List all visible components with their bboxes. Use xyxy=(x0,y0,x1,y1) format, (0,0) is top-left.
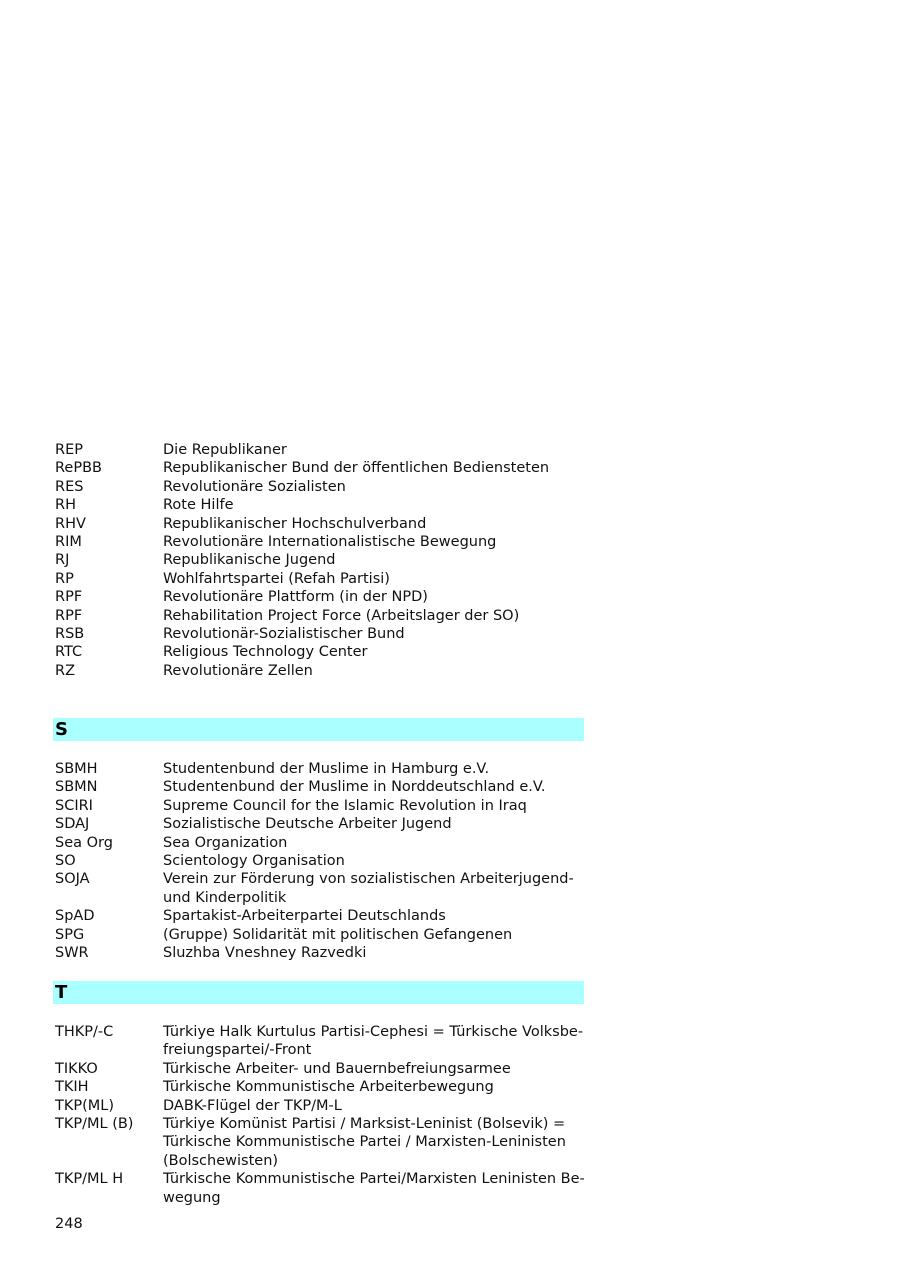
section-letter: S xyxy=(55,719,68,740)
abbreviation-code: SBMH xyxy=(55,761,98,777)
abbreviation-entry xyxy=(55,662,595,680)
abbreviation-description: Türkiye Halk Kurtulus Partisi-Cephesi = Türkische Volksbe- freiungspartei/-Front xyxy=(163,1024,584,1059)
abbreviation-entry xyxy=(55,533,595,551)
abbreviation-entry xyxy=(55,834,595,852)
section-letter: T xyxy=(55,982,68,1003)
abbreviation-entry xyxy=(55,815,595,833)
t-abbreviation-list xyxy=(55,1023,595,1207)
abbreviation-description: Studentenbund der Muslime in Hamburg e.V. xyxy=(163,761,490,777)
abbreviation-code: RHV xyxy=(55,515,86,532)
abbreviation-description: Republikanischer Bund der öffentlichen Bediensteten xyxy=(163,460,550,477)
abbreviation-description: Sozialistische Deutsche Arbeiter Jugend xyxy=(163,816,452,833)
abbreviation-code: THKP/-C xyxy=(55,1024,114,1040)
r-abbreviation-list xyxy=(55,441,595,680)
abbreviation-entry xyxy=(55,1170,595,1207)
abbreviation-code: SOJA xyxy=(55,871,90,888)
abbreviation-entry xyxy=(55,852,595,870)
abbreviation-code: REP xyxy=(55,442,83,458)
abbreviation-entry xyxy=(55,441,595,459)
abbreviation-entry xyxy=(55,1060,595,1078)
abbreviation-code: RePBB xyxy=(55,460,102,477)
abbreviation-code: RIM xyxy=(55,534,82,551)
abbreviation-description: Sluzhba Vneshney Razvedki xyxy=(163,945,367,962)
abbreviation-entry xyxy=(55,870,595,907)
abbreviation-description: Republikanische Jugend xyxy=(163,552,336,569)
abbreviation-entry xyxy=(55,515,595,533)
abbreviation-code: TKP/ML (B) xyxy=(55,1116,134,1133)
abbreviation-code: RSB xyxy=(55,626,85,643)
abbreviation-entry xyxy=(55,551,595,569)
abbreviation-code: RJ xyxy=(55,552,70,569)
abbreviation-code: TIKKO xyxy=(55,1060,98,1077)
abbreviation-code: SPG xyxy=(55,926,85,943)
abbreviation-entry xyxy=(55,907,595,925)
abbreviation-entry xyxy=(55,778,595,796)
abbreviation-code: SBMN xyxy=(55,779,98,796)
abbreviation-description: DABK-Flügel der TKP/M-L xyxy=(163,1097,342,1114)
abbreviation-entry xyxy=(55,570,595,588)
abbreviation-entry xyxy=(55,760,595,778)
abbreviation-entry xyxy=(55,797,595,815)
abbreviation-description: Wohlfahrtspartei (Refah Partisi) xyxy=(163,570,390,587)
abbreviation-code: SDAJ xyxy=(55,816,90,833)
abbreviation-entry xyxy=(55,926,595,944)
abbreviation-description: Revolutionäre Sozialisten xyxy=(163,478,346,495)
abbreviation-entry xyxy=(55,1023,595,1060)
abbreviation-description: Türkische Kommunistische Partei/Marxisten Leninisten Be- wegung xyxy=(163,1171,585,1206)
abbreviation-description: Türkische Kommunistische Arbeiterbewegung xyxy=(163,1079,494,1096)
abbreviation-entry xyxy=(55,625,595,643)
abbreviation-description: Supreme Council for the Islamic Revolution in Iraq xyxy=(163,797,527,814)
abbreviation-description: Verein zur Förderung von sozialistischen Arbeiterjugend- und Kinderpolitik xyxy=(163,871,574,906)
abbreviation-entry xyxy=(55,1097,595,1115)
abbreviation-code: RZ xyxy=(55,662,76,679)
abbreviation-entry xyxy=(55,478,595,496)
abbreviation-code: RES xyxy=(55,478,84,495)
abbreviation-code: RPF xyxy=(55,607,83,624)
abbreviation-description: Die Republikaner xyxy=(163,442,287,458)
abbreviation-description: Rote Hilfe xyxy=(163,497,234,514)
s-abbreviation-list xyxy=(55,760,595,962)
abbreviation-description: Studentenbund der Muslime in Norddeutschland e.V. xyxy=(163,779,546,796)
abbreviation-description: Spartakist-Arbeiterpartei Deutschlands xyxy=(163,908,446,925)
abbreviation-code: TKP(ML) xyxy=(55,1097,115,1114)
abbreviation-entry xyxy=(55,1078,595,1096)
abbreviation-entry xyxy=(55,643,595,661)
abbreviation-code: TKIH xyxy=(55,1079,89,1096)
abbreviation-entry xyxy=(55,944,595,962)
abbreviation-entry xyxy=(55,459,595,477)
abbreviation-code: SCIRI xyxy=(55,797,93,814)
abbreviation-description: Religious Technology Center xyxy=(163,644,368,661)
abbreviation-description: Scientology Organisation xyxy=(163,853,345,870)
abbreviation-entry xyxy=(55,588,595,606)
abbreviation-description: Rehabilitation Project Force (Arbeitslager der SO) xyxy=(163,607,520,624)
abbreviation-code: SpAD xyxy=(55,908,95,925)
abbreviation-description: Türkische Arbeiter- und Bauernbefreiungsarmee xyxy=(163,1060,511,1077)
abbreviation-description: Türkiye Komünist Partisi / Marksist-Leninist (Bolsevik) = Türkische Kommunistische Partei / Marxisten-Leninisten (Bolschewisten) xyxy=(163,1116,566,1169)
abbreviation-code: RTC xyxy=(55,644,83,661)
abbreviation-entry xyxy=(55,1115,595,1170)
abbreviation-description: Revolutionär-Sozialistischer Bund xyxy=(163,626,405,643)
abbreviation-description: Revolutionäre Plattform (in der NPD) xyxy=(163,589,428,606)
page-number: 248 xyxy=(55,1216,83,1232)
abbreviation-description: Sea Organization xyxy=(163,834,288,851)
abbreviation-code: RP xyxy=(55,570,74,587)
abbreviation-code: SO xyxy=(55,853,76,870)
abbreviation-description: Revolutionäre Zellen xyxy=(163,662,313,679)
abbreviation-description: (Gruppe) Solidarität mit politischen Gefangenen xyxy=(163,926,513,943)
abbreviation-entry xyxy=(55,607,595,625)
abbreviation-code: Sea Org xyxy=(55,834,113,851)
abbreviation-code: TKP/ML H xyxy=(55,1171,124,1188)
section-header-t xyxy=(53,981,584,1004)
abbreviation-code: RPF xyxy=(55,589,83,606)
abbreviation-entry xyxy=(55,496,595,514)
abbreviation-description: Revolutionäre Internationalistische Bewegung xyxy=(163,534,497,551)
section-header-s xyxy=(53,718,584,741)
abbreviation-code: SWR xyxy=(55,945,89,962)
abbreviation-description: Republikanischer Hochschulverband xyxy=(163,515,427,532)
abbreviation-code: RH xyxy=(55,497,76,514)
